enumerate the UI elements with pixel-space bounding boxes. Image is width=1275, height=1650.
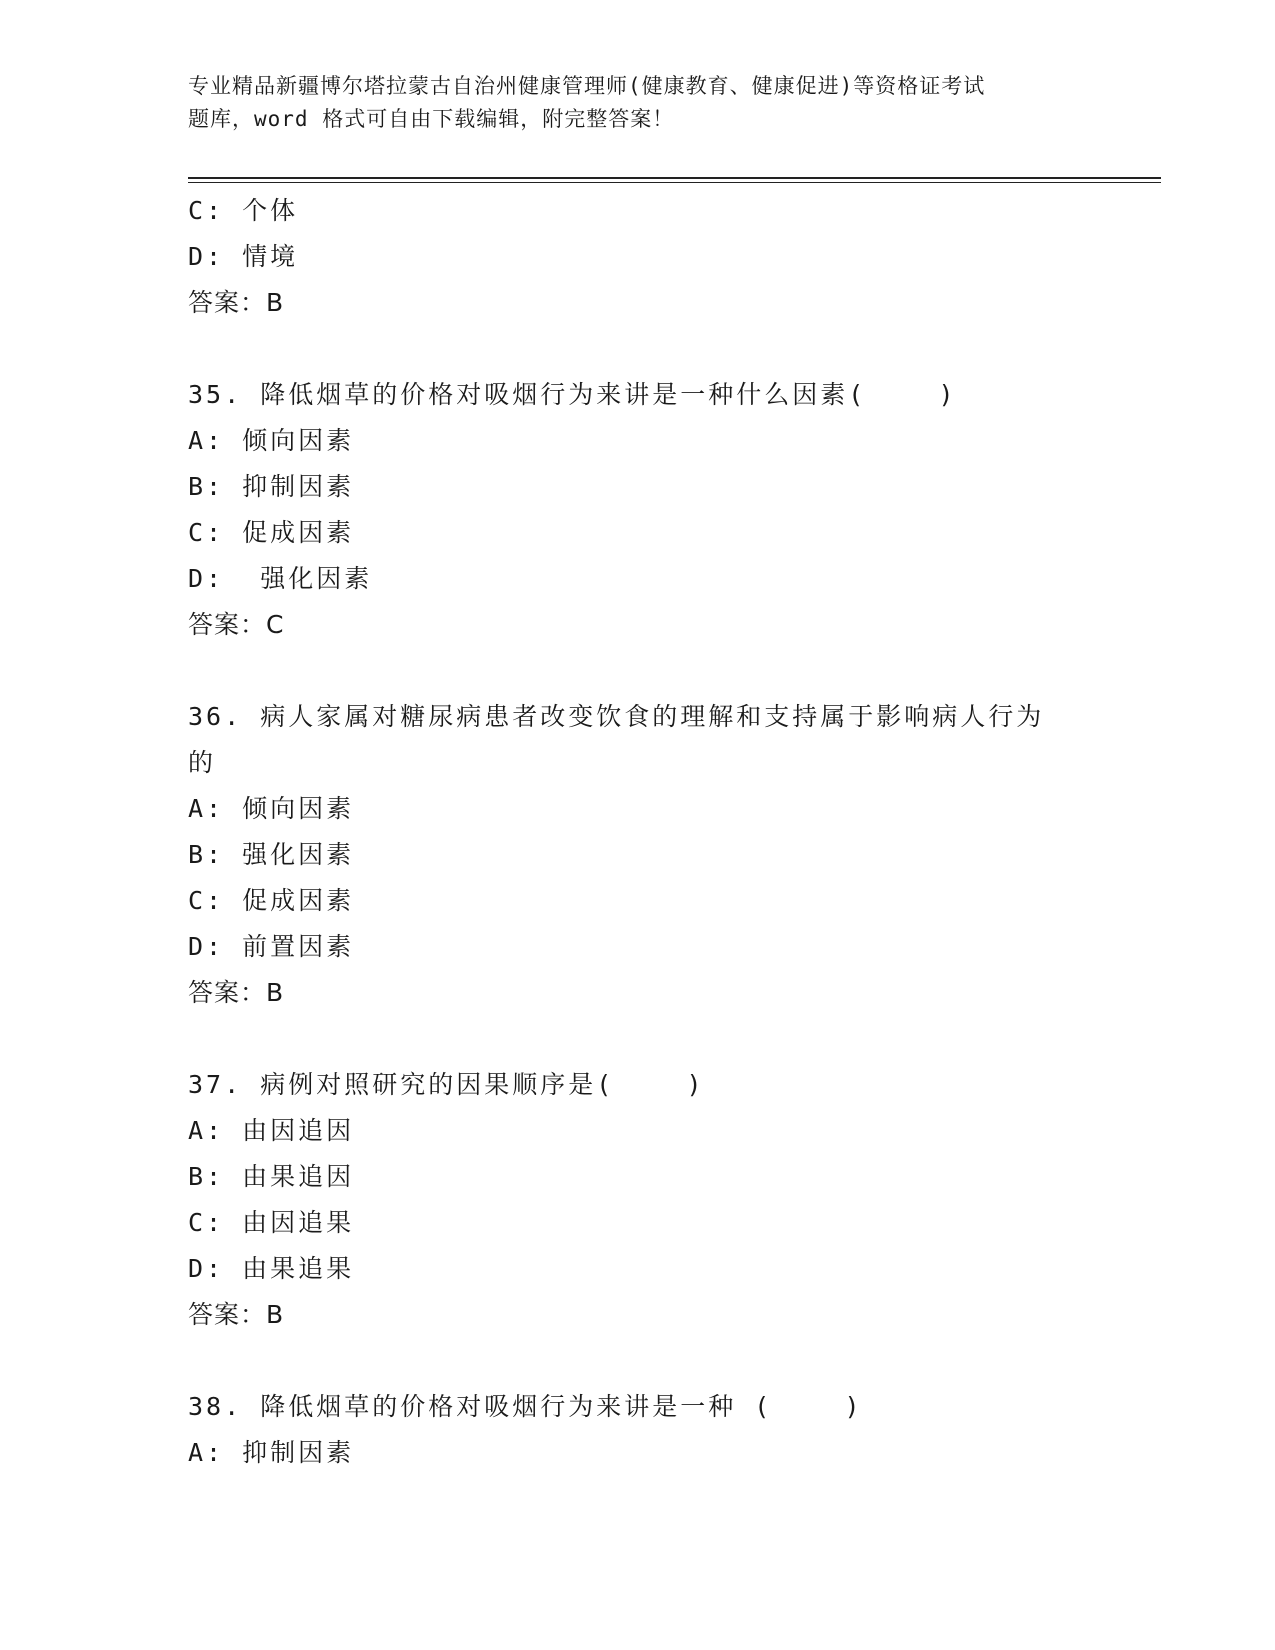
question-37: [188, 1062, 1148, 1338]
answer: 答案：B: [188, 978, 285, 1007]
option-c: C: 由因追果: [188, 1208, 355, 1237]
question-stem-continued: 的: [188, 748, 217, 777]
option-b: B: 抑制因素: [188, 472, 355, 501]
answer: 答案：B: [188, 1300, 285, 1329]
option-c: C: 个体: [188, 196, 299, 225]
header-line-1: 专业精品新疆博尔塔拉蒙古自治州健康管理师(健康教育、健康促进)等资格证考试: [188, 74, 986, 98]
option-a: A: 由因追因: [188, 1116, 355, 1145]
question-35: [188, 372, 1148, 648]
answer: 答案：C: [188, 610, 285, 639]
answer: 答案：B: [188, 288, 285, 317]
option-a: A: 倾向因素: [188, 426, 355, 455]
option-a: A: 抑制因素: [188, 1438, 355, 1467]
option-d: D: 情境: [188, 242, 299, 271]
question-stem: 36. 病人家属对糖尿病患者改变饮食的理解和支持属于影响病人行为: [188, 702, 1045, 731]
previous-question: [188, 188, 1148, 326]
question-stem: 37. 病例对照研究的因果顺序是( ): [188, 1070, 705, 1099]
option-d: D: 前置因素: [188, 932, 355, 961]
question-38: [188, 1384, 1148, 1476]
question-list: [188, 188, 1148, 1476]
header-divider-thick: [188, 177, 1161, 179]
option-c: C: 促成因素: [188, 886, 355, 915]
option-b: B: 强化因素: [188, 840, 355, 869]
question-36: [188, 694, 1148, 1016]
document-header: [188, 70, 1088, 136]
question-stem: 38. 降低烟草的价格对吸烟行为来讲是一种 ( ): [188, 1392, 863, 1421]
header-line-2: 题库，word 格式可自由下载编辑，附完整答案！: [188, 107, 675, 131]
option-c: C: 促成因素: [188, 518, 355, 547]
option-a: A: 倾向因素: [188, 794, 355, 823]
header-divider-thin: [188, 182, 1161, 183]
option-d: D: 强化因素: [188, 564, 373, 593]
question-stem: 35. 降低烟草的价格对吸烟行为来讲是一种什么因素( ): [188, 380, 957, 409]
option-b: B: 由果追因: [188, 1162, 355, 1191]
option-d: D: 由果追果: [188, 1254, 355, 1283]
